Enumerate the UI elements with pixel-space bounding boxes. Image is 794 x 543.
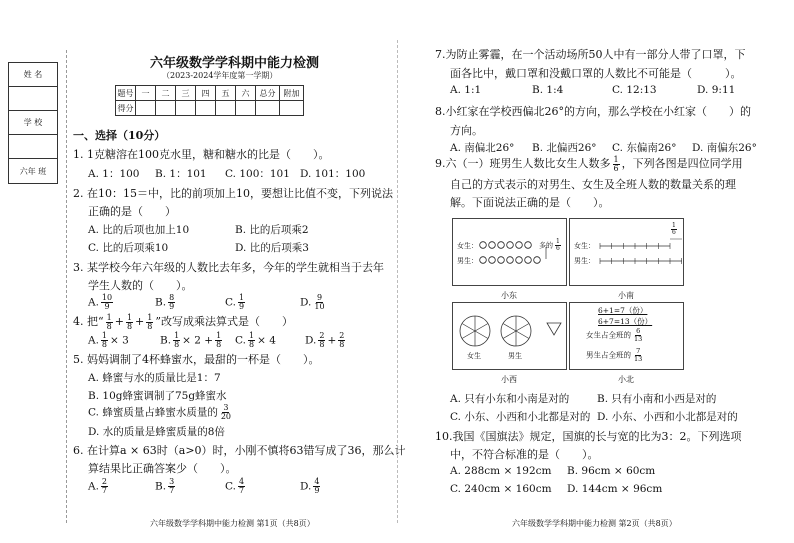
q2-option-b: B. 比的后项乘2 xyxy=(235,224,309,236)
score-cell: 附加 xyxy=(280,86,304,101)
q6-option-a: A. $\frac{2}{7}$ xyxy=(88,477,108,495)
score-cell xyxy=(256,101,280,116)
q7-option-c: C. 12:13 xyxy=(612,84,657,96)
score-cell xyxy=(236,101,256,116)
q4-option-a: A. $\frac{1}{8}$ × 3 xyxy=(88,331,129,349)
q10-option-d: D. 144cm × 96cm xyxy=(567,483,663,495)
q8-option-c: C. 东偏南26° xyxy=(612,142,677,154)
score-cell: 三 xyxy=(176,86,196,101)
q7-line2: 面各比中，戴口罩和没戴口罩的人数比不可能是（ ）。 xyxy=(450,67,742,80)
score-cell: 六 xyxy=(236,86,256,101)
q7-option-d: D. 9:11 xyxy=(697,84,736,96)
boy-circle xyxy=(534,257,541,264)
figure-xiaonan xyxy=(569,218,684,286)
q1-option-d: D. 101：100 xyxy=(300,168,366,180)
score-table xyxy=(115,85,304,116)
score-cell xyxy=(156,101,176,116)
bei-girl: 女生占全班的 $\frac{6}{13}$ xyxy=(586,327,643,343)
q1-option-b: B. 1：101 xyxy=(155,168,207,180)
q5-option-a: A. 蜂蜜与水的质量比是1：7 xyxy=(88,372,221,384)
q3-option-c: C. $\frac{1}{9}$ xyxy=(225,293,245,311)
caption-xiaonan: 小南 xyxy=(618,291,634,300)
q1-option-a: A. 1：100 xyxy=(88,168,140,180)
exam-subtitle: （2023-2024学年度第一学期） xyxy=(162,71,278,80)
q6-line2: 算结果比正确答案少（ ）。 xyxy=(88,462,237,475)
score-cell xyxy=(176,101,196,116)
boy-circle xyxy=(498,257,505,264)
girl-circle xyxy=(498,242,505,249)
score-cell: 一 xyxy=(136,86,156,101)
blank-cell xyxy=(9,135,57,159)
q2-line2: 正确的是（ ） xyxy=(88,205,176,218)
q10-option-b: B. 96cm × 60cm xyxy=(567,465,656,477)
girl-circle xyxy=(480,242,487,249)
dong-girl-label: 女生： xyxy=(457,242,478,250)
right-footer: 六年级数学学科期中能力检测 第2页（共8页） xyxy=(512,519,677,528)
q7-option-a: A. 1:1 xyxy=(450,84,482,96)
caption-xiaodong: 小东 xyxy=(501,291,517,300)
score-cell: 题号 xyxy=(116,86,136,101)
right-page xyxy=(397,0,794,543)
q10-option-c: C. 240cm × 160cm xyxy=(450,483,552,495)
q10-line2: 中，不符合标准的是（ ）。 xyxy=(450,448,599,461)
q2-option-a: A. 比的后项也加上10 xyxy=(88,224,190,236)
school-label: 学 校 xyxy=(9,111,57,135)
q3-line2: 学生人数的（ ）。 xyxy=(88,279,193,292)
q5-text: 5. 妈妈调制了4杯蜂蜜水，最甜的一杯是（ ）。 xyxy=(73,353,320,366)
girl-circle xyxy=(516,242,523,249)
q9-option-b: B. 只有小南和小西是对的 xyxy=(597,393,717,405)
boy-circle xyxy=(525,257,532,264)
xiaonan-diagram xyxy=(570,219,685,287)
boy-circle xyxy=(489,257,496,264)
q10-line1: 10.我国《国旗法》规定，国旗的长与宽的比为3：2。下列选项 xyxy=(435,430,742,443)
dong-more-label: 多的 $\frac{1}{6}$ xyxy=(539,238,560,252)
q1-text: 1. 1克糖溶在100克水里，糖和糖水的比是（ ）。 xyxy=(73,148,330,161)
name-label: 姓 名 xyxy=(9,63,57,87)
binding-line xyxy=(66,50,67,523)
q7-option-b: B. 1:4 xyxy=(532,84,564,96)
boy-circle xyxy=(516,257,523,264)
girl-circle xyxy=(525,242,532,249)
score-cell xyxy=(136,101,156,116)
figure-xiaobei xyxy=(569,302,684,370)
q1-option-c: C. 100：101 xyxy=(225,168,290,180)
bei-line1: 6+1=7（份） xyxy=(598,306,648,315)
q6-option-d: D. $\frac{4}{9}$ xyxy=(300,477,320,495)
figure-xiaoxi xyxy=(452,302,567,370)
exam-title: 六年级数学学科期中能力检测 xyxy=(150,56,320,71)
q8-option-d: D. 南偏东26° xyxy=(692,142,757,154)
girl-circle xyxy=(489,242,496,249)
xi-girl-label: 女生 xyxy=(467,352,481,360)
score-cell: 五 xyxy=(216,86,236,101)
score-cell: 二 xyxy=(156,86,176,101)
class-label: 六年 班 xyxy=(19,166,47,176)
q4-option-c: C. $\frac{1}{8}$ × 4 xyxy=(235,331,276,349)
score-cell: 总分 xyxy=(256,86,280,101)
score-cell xyxy=(216,101,236,116)
q9-line3: 解。下面说法正确的是（ ）。 xyxy=(450,196,610,209)
boy-circle xyxy=(480,257,487,264)
figure-xiaodong xyxy=(452,218,567,286)
q4-option-b: B. $\frac{1}{8}$ × 2 + $\frac{1}{8}$ xyxy=(160,331,222,349)
q3-option-a: A. $\frac{10}{9}$ xyxy=(88,293,113,311)
q3-option-b: B. $\frac{8}{9}$ xyxy=(155,293,175,311)
q4-option-d: D. $\frac{2}{8}$ + $\frac{2}{8}$ xyxy=(305,331,345,349)
q2-option-d: D. 比的后项乘3 xyxy=(235,242,309,254)
score-cell xyxy=(280,101,304,116)
q6-option-b: B. $\frac{3}{7}$ xyxy=(155,477,175,495)
q9-line2: 自己的方式表示的对男生、女生及全班人数的数量关系的理 xyxy=(450,178,736,191)
q9-option-d: D. 小东、小西和小北都是对的 xyxy=(597,411,738,423)
xiaodong-diagram xyxy=(453,219,568,287)
q6-option-c: C. $\frac{4}{7}$ xyxy=(225,477,245,495)
blank-cell xyxy=(9,87,57,111)
nan-fraction-label: $\frac{1}{6}$ xyxy=(672,222,676,236)
section-title: 一、选择（10分） xyxy=(73,129,166,142)
q9-option-a: A. 只有小东和小南是对的 xyxy=(450,393,570,405)
q9-option-c: C. 小东、小西和小北都是对的 xyxy=(450,411,591,423)
binding-box xyxy=(8,62,58,184)
q9-line1: 9.六（一）班男生人数比女生人数多 $\frac{1}{6}$ ，下列各图是四位同学用 xyxy=(435,154,743,173)
caption-xiaoxi: 小西 xyxy=(501,375,517,384)
bei-boy: 男生占全班的 $\frac{7}{13}$ xyxy=(586,347,643,363)
q5-option-c: C. 蜂蜜质量占蜂蜜水质量的 $\frac{3}{20}$ xyxy=(88,403,232,421)
q3-option-d: D. $\frac{9}{10}$ xyxy=(300,293,325,311)
score-cell xyxy=(196,101,216,116)
q8-line2: 方向。 xyxy=(450,124,483,137)
dong-boy-label: 男生： xyxy=(457,257,478,265)
caption-xiaobei: 小北 xyxy=(618,375,634,384)
xi-boy-label: 男生 xyxy=(508,352,522,360)
q8-option-a: A. 南偏北26° xyxy=(450,142,515,154)
q7-line1: 7.为防止雾霾，在一个活动场所50人中有一部分人带了口罩，下 xyxy=(435,48,746,61)
q4-text: 4. 把“ $\frac{1}{8}$ + $\frac{1}{8}$ + $\frac{1}{8}$ ”改写成乘法算式是（ ） xyxy=(73,312,293,331)
girl-circle xyxy=(507,242,514,249)
boy-circle xyxy=(507,257,514,264)
q10-option-a: A. 288cm × 192cm xyxy=(450,465,552,477)
q8-option-b: B. 北偏西26° xyxy=(532,142,597,154)
score-cell: 四 xyxy=(196,86,216,101)
q3-line1: 3. 某学校今年六年级的人数比去年多，今年的学生就相当于去年 xyxy=(73,261,384,274)
q2-line1: 2. 在10：15＝中，比的前项加上10，要想让比值不变，下列说法 xyxy=(73,187,393,200)
q6-line1: 6. 在计算a × 63时（a>0）时，小刚不慎将63错写成了36，那么计 xyxy=(73,444,406,457)
bei-line2: 6+7=13（份） xyxy=(598,317,653,326)
nan-girl-label: 女生： xyxy=(574,242,595,250)
q2-option-c: C. 比的后项乘10 xyxy=(88,242,169,254)
score-cell: 得分 xyxy=(116,101,136,116)
left-footer: 六年级数学学科期中能力检测 第1页（共8页） xyxy=(150,519,315,528)
q8-line1: 8.小红家在学校西偏北26°的方向，那么学校在小红家（ ）的 xyxy=(435,105,751,118)
q5-option-d: D. 水的质量是蜂蜜质量的8倍 xyxy=(88,426,225,438)
nan-boy-label: 男生： xyxy=(574,257,595,265)
q5-option-b: B. 10g蜂蜜调制了75g蜂蜜水 xyxy=(88,390,227,402)
